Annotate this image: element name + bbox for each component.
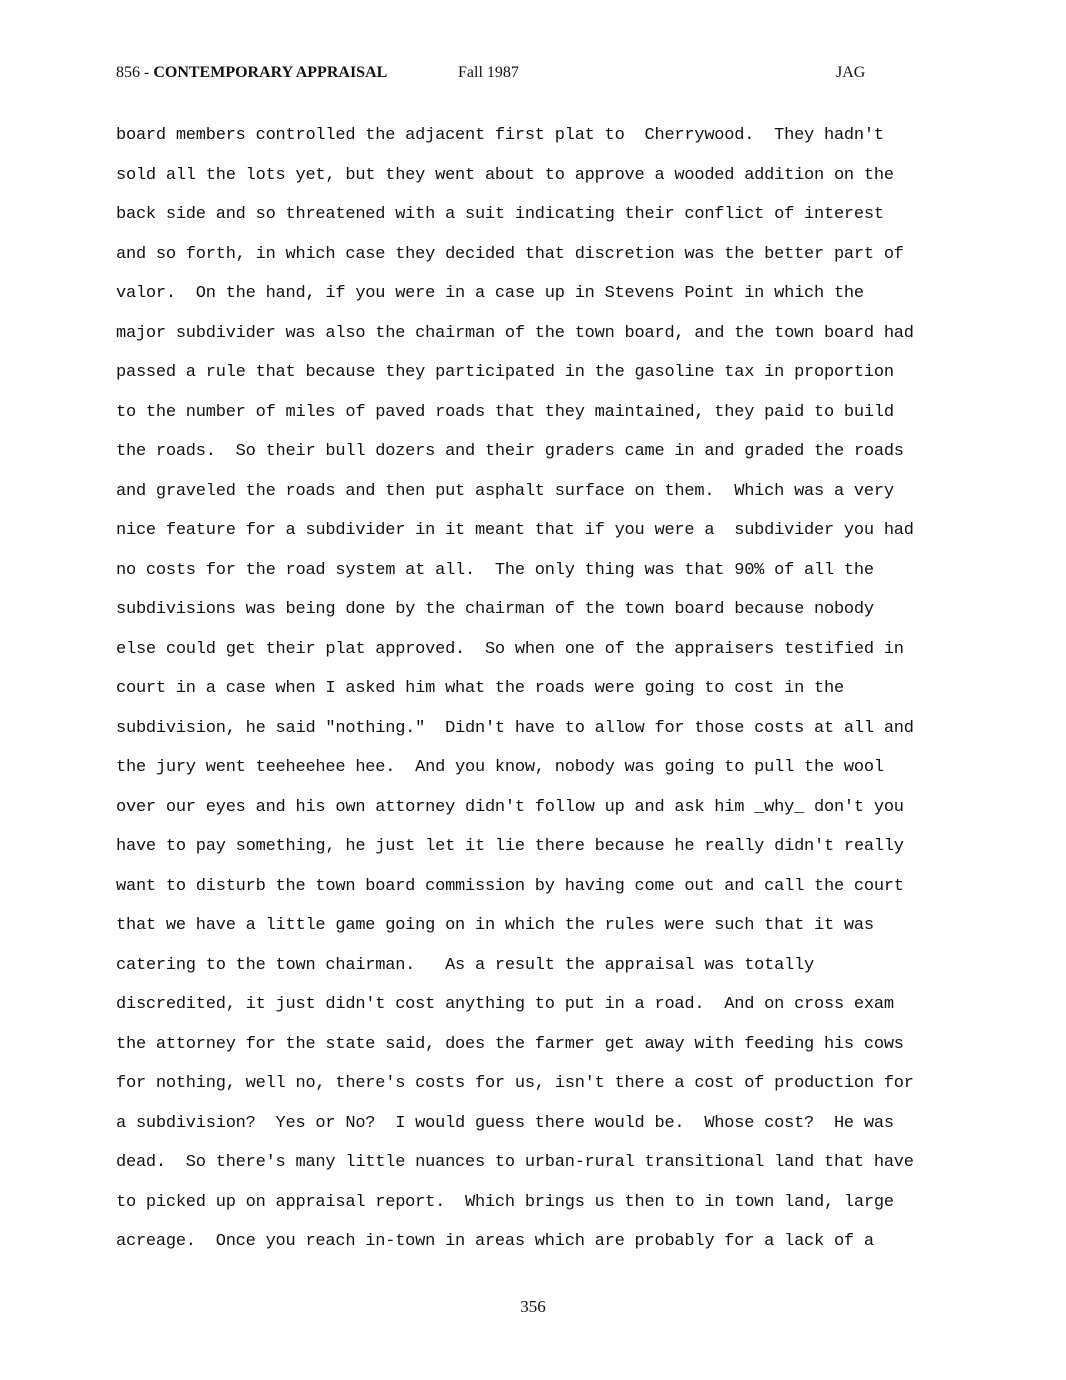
body-line: subdivision, he said "nothing." Didn't have to allow for those costs at all and (116, 718, 914, 738)
body-line: over our eyes and his own attorney didn't follow up and ask him _why_ don't you (116, 797, 904, 817)
body-line: the roads. So their bull dozers and their graders came in and graded the roads (116, 442, 904, 461)
body-line: to picked up on appraisal report. Which brings us then to in town land, large (116, 1192, 894, 1212)
body-line: sold all the lots yet, but they went about to approve a wooded addition on the (116, 165, 894, 185)
body-line: to the number of miles of paved roads that they maintained, they paid to build (116, 402, 894, 422)
page-number: 356 (520, 1297, 546, 1316)
body-line: board members controlled the adjacent first plat to Cherrywood. They hadn't (116, 126, 884, 145)
body-line: discredited, it just didn't cost anything to put in a road. And on cross exam (116, 995, 894, 1014)
body-line: for nothing, well no, there's costs for us, isn't there a cost of production for (116, 1074, 914, 1093)
body-line: major subdivider was also the chairman of the town board, and the town board had (116, 323, 914, 343)
transcript-body (116, 120, 966, 1266)
body-line: the attorney for the state said, does the farmer get away with feeding his cows (116, 1034, 904, 1054)
body-line: valor. On the hand, if you were in a case up in Stevens Point in which the (116, 284, 864, 303)
author-initials: JAG (836, 64, 866, 81)
body-line: no costs for the road system at all. The only thing was that 90% of all the (116, 560, 874, 580)
body-line: have to pay something, he just let it lie there because he really didn't really (116, 837, 904, 856)
body-line: the jury went teeheehee hee. And you know, nobody was going to pull the wool (116, 758, 884, 777)
body-line: back side and so threatened with a suit indicating their conflict of interest (116, 205, 884, 224)
body-line: nice feature for a subdivider in it meant that if you were a subdivider you had (116, 521, 914, 540)
body-line: court in a case when I asked him what the roads were going to cost in the (116, 679, 844, 698)
body-line: a subdivision? Yes or No? I would guess there would be. Whose cost? He was (116, 1113, 894, 1133)
course-title: CONTEMPORARY APPRAISAL (153, 64, 388, 81)
body-line: want to disturb the town board commission by having come out and call the court (116, 876, 904, 896)
body-line: subdivisions was being done by the chairman of the town board because nobody (116, 600, 874, 619)
body-line: catering to the town chairman. As a result the appraisal was totally (116, 955, 815, 975)
body-line: acreage. Once you reach in-town in areas which are probably for a lack of a (116, 1232, 874, 1251)
body-line: else could get their plat approved. So when one of the appraisers testified in (116, 639, 904, 659)
course-number: 856 - (116, 64, 154, 81)
term-label: Fall 1987 (458, 64, 519, 81)
body-line: passed a rule that because they participated in the gasoline tax in proportion (116, 363, 894, 382)
course-heading (116, 62, 387, 84)
body-line: dead. So there's many little nuances to urban-rural transitional land that have (116, 1153, 914, 1172)
body-line: and so forth, in which case they decided that discretion was the better part of (116, 244, 904, 264)
running-header (116, 62, 876, 84)
body-line: that we have a little game going on in which the rules were such that it was (116, 916, 874, 935)
body-line: and graveled the roads and then put asphalt surface on them. Which was a very (116, 481, 894, 501)
